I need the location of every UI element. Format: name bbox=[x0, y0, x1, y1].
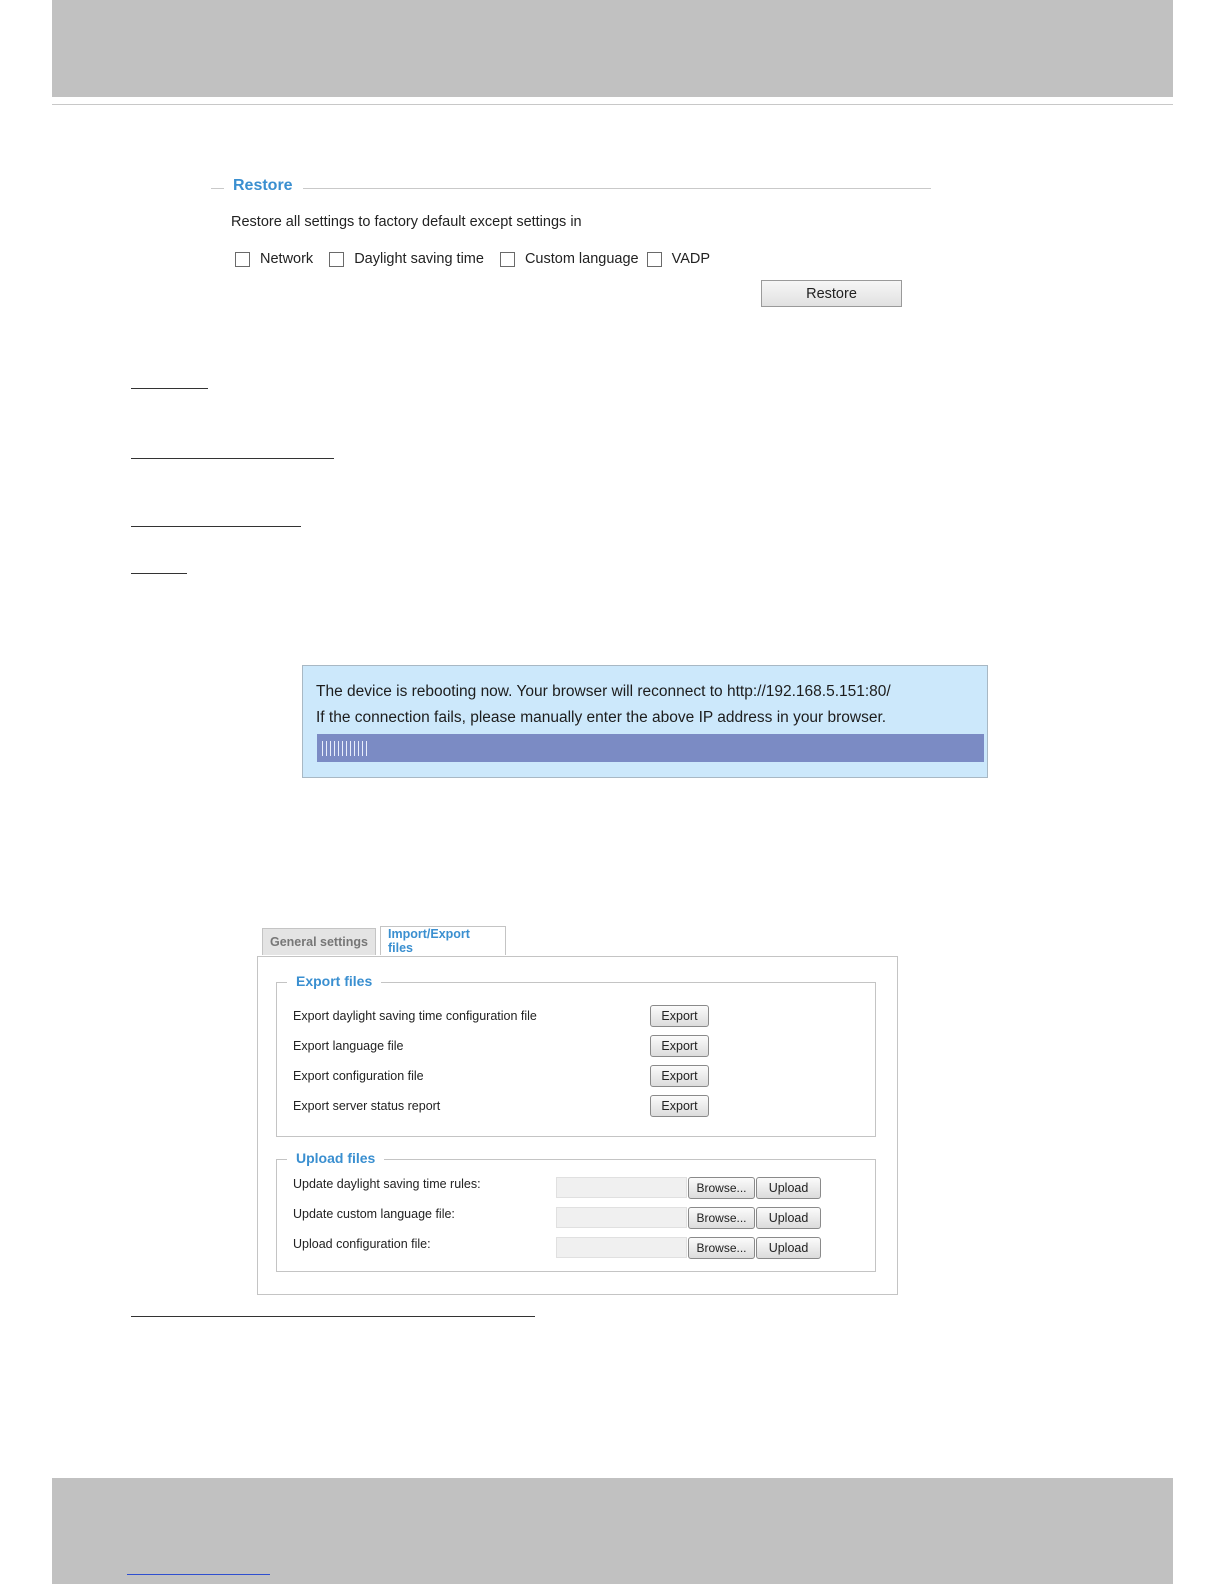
page-footer-bar bbox=[52, 1478, 1173, 1584]
option-daylight-saving[interactable] bbox=[329, 251, 484, 267]
restore-options bbox=[235, 251, 726, 267]
import-export-dialog bbox=[257, 956, 898, 1295]
network-checkbox[interactable] bbox=[235, 252, 250, 267]
daylight-saving-checkbox[interactable] bbox=[329, 252, 344, 267]
header-divider bbox=[52, 104, 1173, 105]
option-custom-language[interactable] bbox=[500, 251, 639, 267]
export-row-label: Export daylight saving time configuration file bbox=[293, 1009, 537, 1023]
browse-button[interactable]: Browse... bbox=[688, 1177, 755, 1199]
option-label: Daylight saving time bbox=[354, 251, 484, 267]
export-row-label: Export configuration file bbox=[293, 1069, 424, 1083]
export-language-button[interactable]: Export bbox=[650, 1035, 709, 1057]
underline-rule bbox=[131, 388, 208, 389]
export-files-group bbox=[276, 973, 876, 1137]
upload-dst-rules-button[interactable]: Upload bbox=[756, 1177, 821, 1199]
vadp-checkbox[interactable] bbox=[647, 252, 662, 267]
language-file-input[interactable] bbox=[556, 1207, 687, 1228]
export-row-label: Export server status report bbox=[293, 1099, 441, 1113]
browse-button[interactable]: Browse... bbox=[688, 1237, 755, 1259]
upload-config-button[interactable]: Upload bbox=[756, 1237, 821, 1259]
underline-rule bbox=[131, 1316, 535, 1317]
dst-rules-file-input[interactable] bbox=[556, 1177, 687, 1198]
export-status-report-button[interactable]: Export bbox=[650, 1095, 709, 1117]
underline-rule bbox=[131, 458, 334, 459]
upload-row-label: Update custom language file: bbox=[293, 1207, 455, 1221]
option-label: VADP bbox=[671, 251, 711, 267]
restore-panel bbox=[211, 174, 931, 314]
browse-button[interactable]: Browse... bbox=[688, 1207, 755, 1229]
underline-rule bbox=[131, 573, 187, 574]
tab-bar bbox=[262, 928, 510, 955]
reboot-message-box bbox=[302, 665, 988, 778]
upload-files-title: Upload files bbox=[287, 1150, 384, 1166]
option-vadp[interactable] bbox=[647, 251, 710, 267]
export-dst-button[interactable]: Export bbox=[650, 1005, 709, 1027]
progress-fill bbox=[322, 741, 368, 756]
tab-general-settings[interactable]: General settings bbox=[262, 928, 376, 955]
footer-link-underline[interactable] bbox=[127, 1574, 270, 1575]
reboot-message-line: The device is rebooting now. Your browser will reconnect to http://192.168.5.151:80/ bbox=[316, 683, 891, 700]
export-row-label: Export language file bbox=[293, 1039, 404, 1053]
option-label: Custom language bbox=[524, 251, 639, 267]
restore-title: Restore bbox=[233, 177, 293, 194]
tab-import-export-files[interactable]: Import/Export files bbox=[380, 926, 506, 955]
custom-language-checkbox[interactable] bbox=[500, 252, 515, 267]
upload-files-group bbox=[276, 1150, 876, 1272]
upload-row-label: Upload configuration file: bbox=[293, 1237, 431, 1251]
export-files-title: Export files bbox=[287, 973, 381, 989]
legend-line bbox=[303, 188, 931, 189]
option-network[interactable] bbox=[235, 251, 313, 267]
reboot-progress-bar bbox=[317, 734, 984, 762]
legend-line bbox=[211, 188, 224, 189]
page-header-bar bbox=[52, 0, 1173, 97]
underline-rule bbox=[131, 526, 301, 527]
restore-description: Restore all settings to factory default except settings in bbox=[231, 214, 582, 230]
config-file-input[interactable] bbox=[556, 1237, 687, 1258]
upload-row-label: Update daylight saving time rules: bbox=[293, 1177, 481, 1191]
export-config-button[interactable]: Export bbox=[650, 1065, 709, 1087]
reboot-message-line: If the connection fails, please manually enter the above IP address in your browser. bbox=[316, 709, 887, 726]
restore-button[interactable]: Restore bbox=[761, 280, 902, 307]
upload-language-button[interactable]: Upload bbox=[756, 1207, 821, 1229]
option-label: Network bbox=[260, 251, 314, 267]
